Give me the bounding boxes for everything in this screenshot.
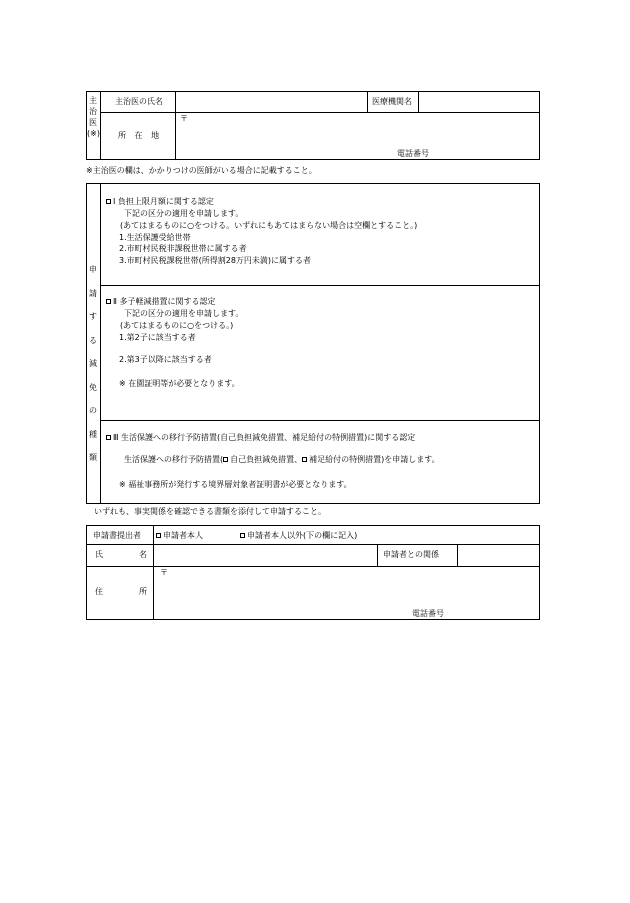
divider — [100, 420, 540, 421]
divider — [100, 285, 540, 286]
section1-item: 1.生活保護受給世帯 — [119, 233, 191, 242]
doctor-side-label: 主治医(※) — [87, 96, 100, 138]
institution-field[interactable] — [422, 97, 536, 107]
divider — [86, 566, 540, 567]
section3-title: Ⅲ 生活保護への移行予防措置(自己負担減免措置、補足給付の特例措置)に関する認定 — [106, 433, 415, 443]
doctor-name-label: 主治医の氏名 — [115, 97, 163, 106]
submitter-self-checkbox[interactable] — [156, 533, 161, 538]
submitter-label: 申請書提出者 — [93, 531, 141, 540]
divider — [100, 91, 101, 160]
divider — [418, 91, 419, 112]
doctor-name-field[interactable] — [180, 97, 365, 107]
submitter-name-field[interactable] — [158, 550, 373, 560]
submitter-name-label: 氏 名 — [95, 550, 147, 559]
section1-line1: 下記の区分の適用を申請します。 — [124, 209, 244, 218]
submitter-other-checkbox[interactable] — [240, 533, 245, 538]
section1-item: 2.市町村民税非課税世帯に属する者 — [119, 244, 247, 253]
relation-field[interactable] — [462, 550, 536, 560]
section1-item: 3.市町村民税課税世帯(所得割28万円未満)に属する者 — [119, 256, 312, 265]
submitter-self-option[interactable]: 申請者本人 — [156, 531, 203, 541]
postal-mark: 〒 — [180, 114, 188, 123]
reduction-side-label: 申請する減免の種類 — [89, 265, 97, 462]
section2-checkbox[interactable] — [106, 299, 111, 304]
postal-mark: 〒 — [160, 568, 168, 577]
divider — [457, 544, 458, 566]
divider — [100, 183, 101, 504]
section3-checkbox[interactable] — [106, 435, 111, 440]
doctor-phone-label: 電話番号 — [397, 149, 429, 158]
self-pay-reduction-checkbox[interactable] — [223, 457, 228, 462]
supplementary-benefit-checkbox[interactable] — [302, 457, 307, 462]
section2-note: ※ 在園証明等が必要となります。 — [119, 379, 240, 388]
reduction-footnote: いずれも、事実関係を確認できる書類を添付して申請すること。 — [94, 507, 326, 516]
section2-line1: 下記の区分の適用を申請します。 — [124, 309, 244, 318]
section2-item1: 1.第2子に該当する者 — [119, 333, 196, 342]
divider — [153, 525, 154, 620]
divider — [175, 91, 176, 160]
section2-item2: 2.第3子以降に該当する者 — [119, 355, 212, 364]
divider — [377, 544, 378, 566]
divider — [100, 112, 540, 113]
submitter-phone-label: 電話番号 — [412, 609, 444, 618]
divider — [86, 544, 540, 545]
section1-checkbox[interactable] — [106, 199, 111, 204]
doctor-footnote: ※主治医の欄は、かかりつけの医師がいる場合に記載すること。 — [86, 166, 317, 175]
divider — [367, 91, 368, 112]
section1-title: Ⅰ 負担上限月額に関する認定 — [106, 197, 214, 207]
submitter-other-option[interactable]: 申請者本人以外(下の欄に記入) — [240, 531, 357, 541]
institution-label: 医療機関名 — [372, 97, 412, 106]
doctor-address-label: 所 在 地 — [118, 131, 163, 140]
section2-line2: (あてはまるものに○をつける。) — [120, 321, 234, 330]
section2-title: Ⅱ 多子軽減措置に関する認定 — [106, 297, 215, 307]
section3-note: ※ 福祉事務所が発行する境界層対象者証明書が必要となります。 — [119, 480, 352, 489]
section3-line: 生活保護への移行予防措置( 自己負担減免措置、 補足給付の特例措置)を申請します。 — [124, 455, 440, 464]
submitter-address-label: 住 所 — [95, 587, 147, 596]
section1-line2: (あてはまるものに○をつける。いずれにもあてはまらない場合は空欄とすること。) — [120, 221, 418, 230]
relation-label: 申請者との関係 — [383, 550, 439, 559]
